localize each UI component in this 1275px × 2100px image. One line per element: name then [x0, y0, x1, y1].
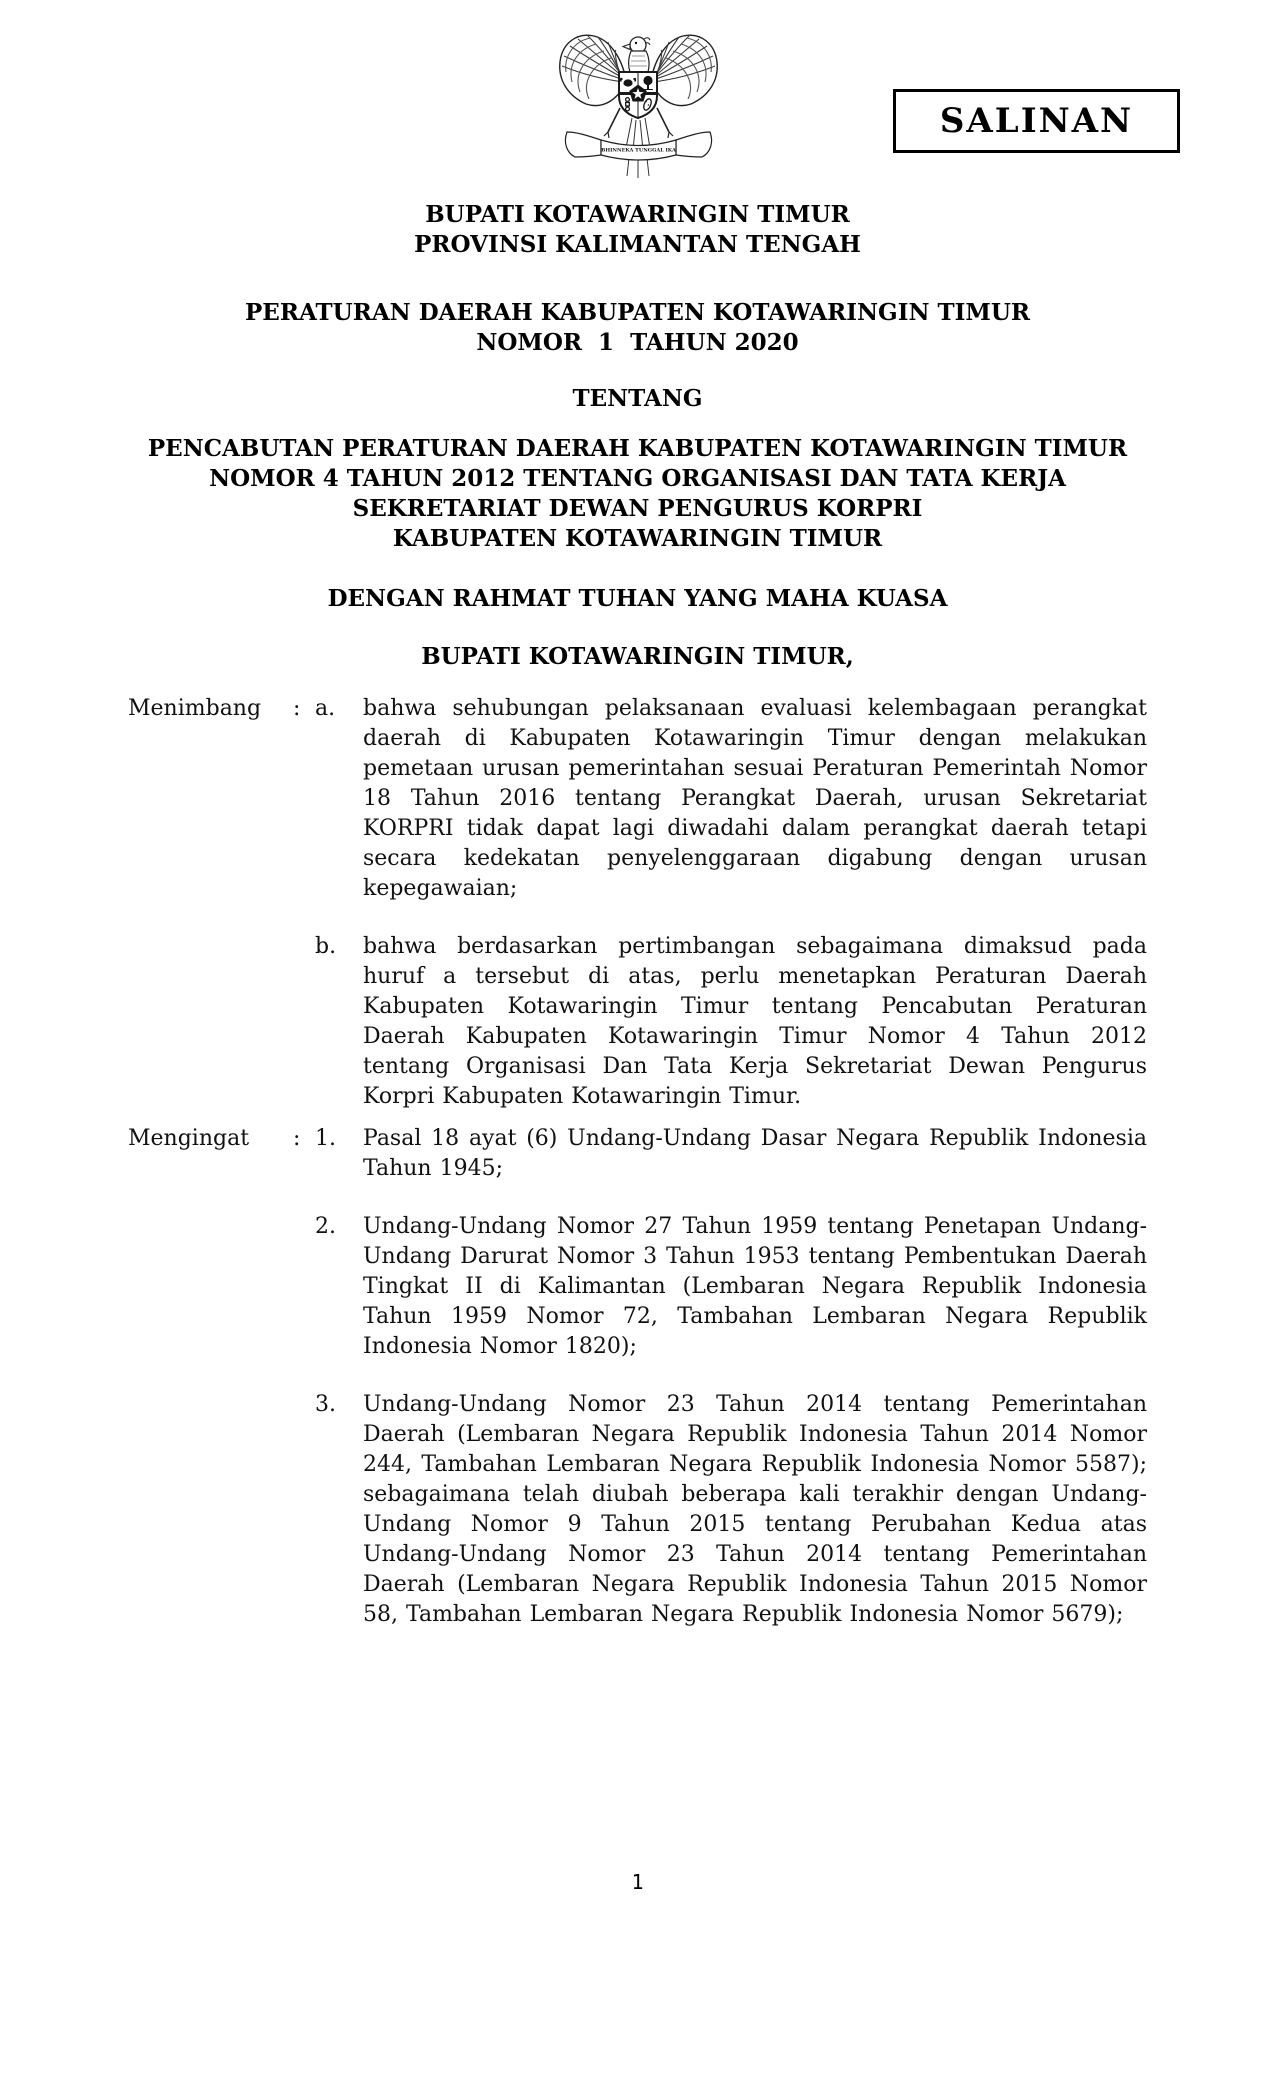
legal-basis-item-2 [128, 1212, 1147, 1362]
tentang-heading: TENTANG [572, 385, 703, 412]
regulation-title-heading [0, 298, 1275, 358]
issuer-heading: BUPATI KOTAWARINGIN TIMUR, [421, 643, 854, 670]
item-text: Pasal 18 ayat (6) Undang-Undang Dasar Negara Republik Indonesia Tahun 1945; [363, 1126, 1147, 1181]
legal-basis-item-3 [128, 1390, 1147, 1630]
legal-basis-item-1 [128, 1124, 1147, 1184]
regulation-title-line: PERATURAN DAERAH KABUPATEN KOTAWARINGIN TIMUR [245, 299, 1030, 326]
considerations-block [128, 694, 1147, 1112]
subject-line-3: SEKRETARIAT DEWAN PENGURUS KORPRI [352, 495, 923, 522]
item-marker: 2. [315, 1214, 336, 1239]
item-marker: 1. [315, 1126, 336, 1151]
garuda-pancasila-emblem [556, 30, 721, 182]
item-text: bahwa berdasarkan pertimbangan sebagaimana dimaksud pada huruf a tersebut di atas, perlu menetapkan Peraturan Daerah Kabupaten Kotawaringin Timur tentang Pencabutan Peraturan Daerah Kabupaten Kotawaringin Timur Nomor 4 Tahun 2012 tentang Organisasi Dan Tata Kerja Sekretariat Dewan Pengurus Korpri Kabupaten Kotawaringin Timur. [363, 934, 1147, 1109]
item-text: Undang-Undang Nomor 23 Tahun 2014 tentang Pemerintahan Daerah (Lembaran Negara Republik Indonesia Tahun 2014 Nomor 244, Tambahan Lembaran Negara Republik Indonesia Nomor 5587); sebagaimana telah diubah beberapa kali terakhir dengan Undang-Undang Nomor 9 Tahun 2015 tentang Perubahan Kedua atas Undang-Undang Nomor 23 Tahun 2014 tentang Pemerintahan Daerah (Lembaran Negara Republik Indonesia Tahun 2015 Nomor 58, Tambahan Lembaran Negara Republik Indonesia Nomor 5679); [363, 1392, 1147, 1627]
legal-basis-colon: : [293, 1126, 301, 1151]
salinan-stamp-label: SALINAN [939, 101, 1134, 141]
subject-line-4: KABUPATEN KOTAWARINGIN TIMUR [392, 525, 883, 552]
regulation-subject-heading [0, 434, 1275, 554]
issuing-authority-heading [0, 200, 1275, 260]
item-marker: b. [315, 934, 337, 959]
consideration-item-b [128, 932, 1147, 1112]
regulation-number-line: NOMOR 1 TAHUN 2020 [476, 329, 799, 356]
considerations-colon: : [293, 696, 301, 721]
page-number: 1 [631, 1870, 644, 1894]
emblem-motto: BHINNEKA TUNGGAL IKA [601, 147, 676, 154]
subject-line-1: PENCABUTAN PERATURAN DAERAH KABUPATEN KOTAWARINGIN TIMUR [147, 435, 1128, 462]
item-marker: 3. [315, 1392, 336, 1417]
considerations-label: Menimbang [128, 696, 262, 721]
item-text: bahwa sehubungan pelaksanaan evaluasi kelembagaan perangkat daerah di Kabupaten Kotawaringin Timur dengan melakukan pemetaan urusan pemerintahan sesuai Peraturan Pemerintah Nomor 18 Tahun 2016 tentang Perangkat Daerah, urusan Sekretariat KORPRI tidak dapat lagi diwadahi dalam perangkat daerah tetapi secara kedekatan penyelenggaraan digabung dengan urusan kepegawaian; [363, 696, 1147, 901]
item-marker: a. [315, 696, 336, 721]
subject-line-2: NOMOR 4 TAHUN 2012 TENTANG ORGANISASI DAN TATA KERJA [209, 465, 1066, 492]
authority-line-2: PROVINSI KALIMANTAN TENGAH [414, 231, 861, 258]
salinan-stamp-box [893, 89, 1180, 153]
legal-basis-label: Mengingat [128, 1126, 250, 1151]
garuda-emblem-graphic [556, 30, 721, 182]
invocation-heading: DENGAN RAHMAT TUHAN YANG MAHA KUASA [327, 585, 948, 612]
legal-basis-block [128, 1124, 1147, 1630]
consideration-item-a [128, 694, 1147, 904]
authority-line-1: BUPATI KOTAWARINGIN TIMUR [425, 201, 850, 228]
item-text: Undang-Undang Nomor 27 Tahun 1959 tentang Penetapan Undang-Undang Darurat Nomor 3 Tahun 1953 tentang Pembentukan Daerah Tingkat II di Kalimantan (Lembaran Negara Republik Indonesia Tahun 1959 Nomor 72, Tambahan Lembaran Negara Republik Indonesia Nomor 1820); [363, 1214, 1147, 1359]
